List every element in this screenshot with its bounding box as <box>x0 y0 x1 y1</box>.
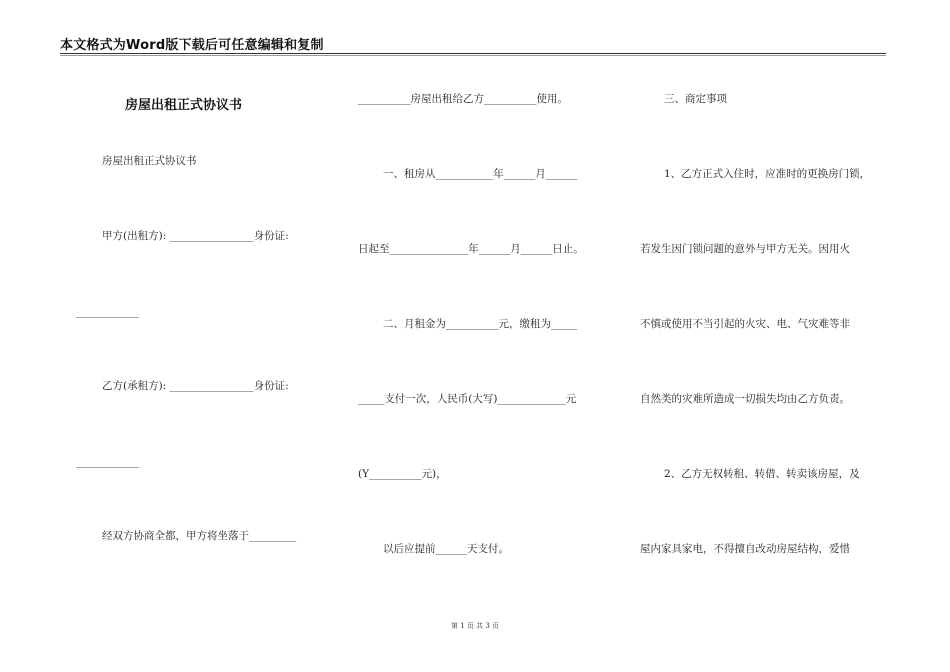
col3-line-5: 自然类的灾难所造成一切损失均由乙方负责。 <box>640 393 850 405</box>
col1-line-2: 甲方(出租方): ________________身份证: <box>102 230 289 242</box>
col3-line-4: 不慎或使用不当引起的火灾、电、气灾难等非 <box>640 318 850 330</box>
col2-line-3: 日起至_______________年______月______日止。 <box>358 243 584 255</box>
col1-line-1: 房屋出租正式协议书 <box>102 155 197 167</box>
col3-line-1: 三、商定事项 <box>664 93 727 105</box>
document-title: 房屋出租正式协议书 <box>125 98 243 113</box>
col3-line-6: 2、乙方无权转租、转借、转卖该房屋，及 <box>664 468 860 480</box>
col1-line-6: 经双方协商全都，甲方将坐落于_________ <box>102 530 297 542</box>
col2-line-6: (Y__________元)， <box>358 468 447 480</box>
col1-line-4: 乙方(承租方): ________________身份证: <box>102 380 289 392</box>
col2-line-2: 一、租房从___________年______月______ <box>383 168 578 180</box>
col2-line-5: _____支付一次，人民币(大写)_____________元 <box>358 393 577 405</box>
col1-line-3: ____________ <box>76 306 139 318</box>
col2-line-4: 二、月租金为__________元，缴租为_____ <box>383 318 578 330</box>
col1-line-5: ____________ <box>76 456 139 468</box>
col2-line-7: 以后应提前______天支付。 <box>383 543 509 555</box>
col3-line-7: 屋内家具家电，不得擅自改动房屋结构，爱惜 <box>640 543 850 555</box>
col2-line-1: __________房屋出租给乙方__________使用。 <box>358 93 568 105</box>
header-rule <box>60 53 886 54</box>
document-header: 本文格式为Word版下载后可任意编辑和复制 <box>60 38 324 53</box>
page-number: 第 1 页 共 3 页 <box>450 622 500 630</box>
col3-line-3: 若发生因门锁问题的意外与甲方无关。因用火 <box>640 243 850 255</box>
col3-line-2: 1、乙方正式入住时，应准时的更换房门锁， <box>664 168 871 180</box>
header-rule-secondary <box>60 55 886 56</box>
